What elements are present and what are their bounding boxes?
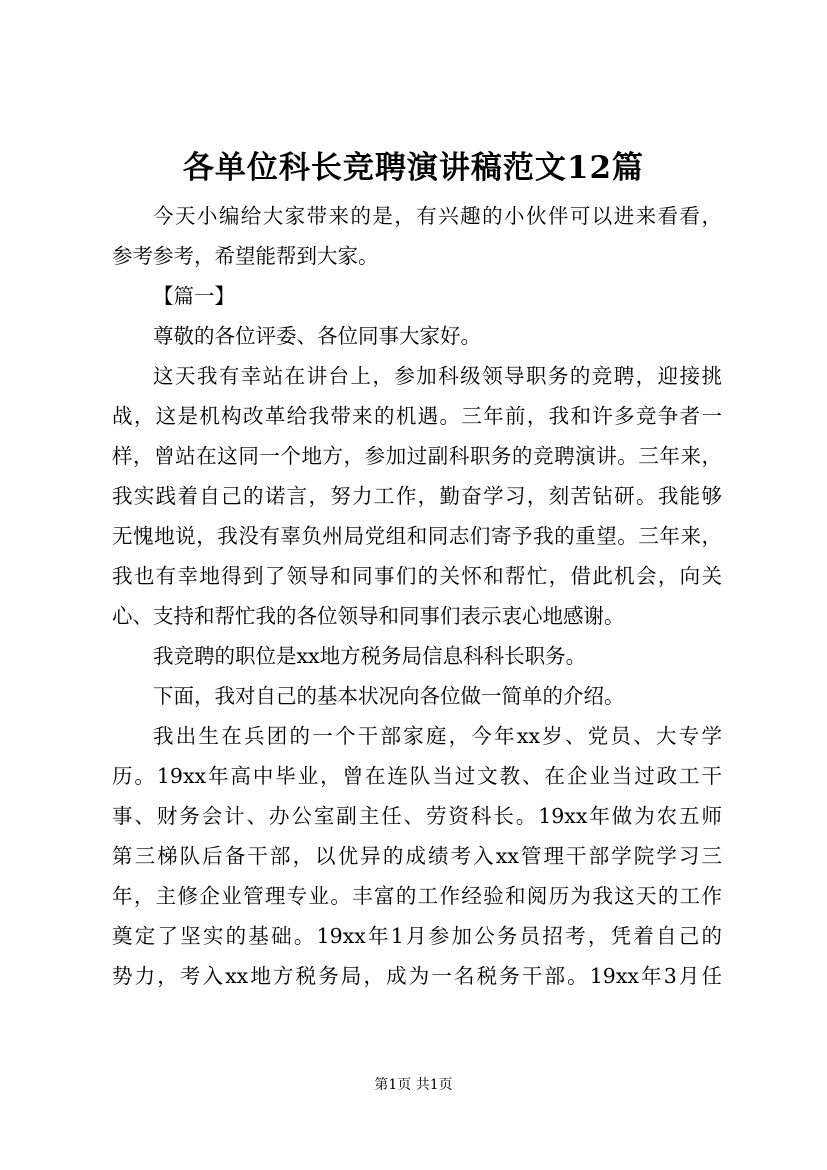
text-line: 势力，考入xx地方税务局，成为一名税务干部。19xx年3月任 — [112, 964, 722, 988]
text-line: 参考参考，希望能帮到大家。 — [112, 244, 379, 268]
text-line: 事、财务会计、办公室副主任、劳资科长。19xx年做为农五师 — [112, 804, 722, 828]
text-line: 今天小编给大家带来的是，有兴趣的小伙伴可以进来看看， — [153, 204, 722, 228]
text-line: 我竞聘的职位是xx地方税务局信息科科长职务。 — [153, 644, 587, 668]
text-line: 尊敬的各位评委、各位同事大家好。 — [153, 324, 481, 348]
text-line: 奠定了坚实的基础。19xx年1月参加公务员招考，凭着自己的 — [112, 924, 722, 948]
page-footer: 第1页 共1页 — [374, 1077, 453, 1093]
text-line: 我实践着自己的诺言，努力工作，勤奋学习，刻苦钻研。我能够 — [112, 484, 722, 508]
text-line: 下面，我对自己的基本状况向各位做一简单的介绍。 — [153, 684, 625, 708]
text-line: 心、支持和帮忙我的各位领导和同事们表示衷心地感谢。 — [112, 604, 625, 628]
text-line: 战，这是机构改革给我带来的机遇。三年前，我和许多竞争者一 — [112, 404, 722, 428]
text-line: 我也有幸地得到了领导和同事们的关怀和帮忙，借此机会，向关 — [112, 564, 722, 588]
text-line: 无愧地说，我没有辜负州局党组和同志们寄予我的重望。三年来， — [112, 524, 722, 548]
text-line: 这天我有幸站在讲台上，参加科级领导职务的竞聘，迎接挑 — [153, 364, 722, 388]
text-line: 样，曾站在这同一个地方，参加过副科职务的竞聘演讲。三年来， — [112, 444, 722, 468]
document-body — [112, 196, 722, 996]
document-title: 各单位科长竞聘演讲稿范文12篇 — [182, 150, 645, 186]
text-line: 第三梯队后备干部，以优异的成绩考入xx管理干部学院学习三 — [112, 844, 722, 868]
text-line: 年，主修企业管理专业。丰富的工作经验和阅历为我这天的工作 — [112, 884, 722, 908]
text-line: 【篇一】 — [153, 284, 235, 308]
text-line: 历。19xx年高中毕业，曾在连队当过文教、在企业当过政工干 — [112, 764, 722, 788]
text-line: 我出生在兵团的一个干部家庭，今年xx岁、党员、大专学 — [153, 724, 722, 748]
